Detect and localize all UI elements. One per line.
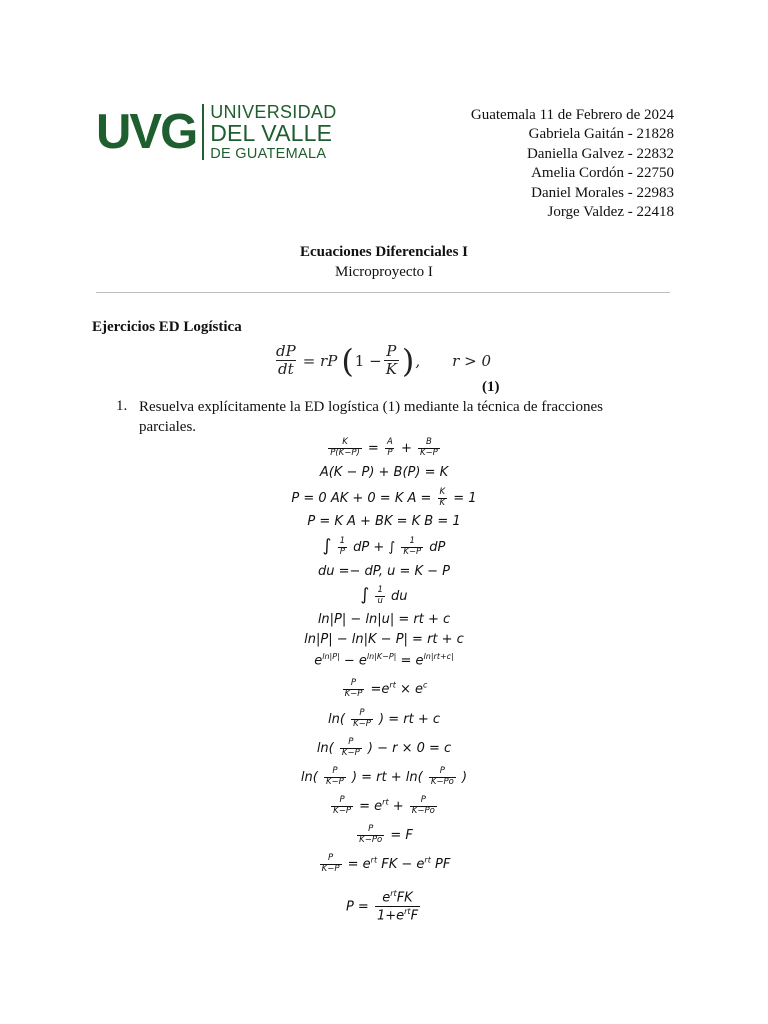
fraction-numerator: 1 — [339, 536, 346, 547]
title-divider — [96, 292, 670, 293]
step-text: PF — [435, 856, 451, 872]
exercise-number: 1. — [116, 398, 128, 414]
exponent: rt — [382, 797, 389, 807]
logistic-equation — [272, 341, 491, 380]
exponent: rt — [389, 680, 396, 690]
exponent: rt — [404, 907, 411, 917]
step-text: ) — [462, 769, 468, 785]
step-text: FK − e — [381, 856, 425, 872]
author-line: Jorge Valdez - 22418 — [547, 204, 674, 221]
fraction-numerator: P — [350, 678, 357, 688]
fraction-numerator: FK — [396, 890, 413, 906]
fraction-numerator: P — [386, 342, 397, 360]
step-final-solution — [0, 889, 768, 925]
fraction-denominator: K−P — [341, 747, 360, 758]
fraction-numerator: P — [339, 795, 345, 805]
step-define-f — [0, 825, 768, 846]
fraction-numerator: dP — [276, 342, 296, 360]
step-expand — [0, 854, 768, 875]
author-line: Gabriela Gaitán - 21828 — [528, 126, 674, 143]
left-paren: ( — [341, 341, 354, 380]
step-line: ln|P| − ln|u| = rt + c — [317, 612, 451, 627]
step-text: P = 0 AK + 0 = K A = — [291, 490, 432, 506]
fraction-numerator: P — [348, 737, 354, 747]
logo-line-3: DE GUATEMALA — [210, 146, 327, 162]
step-log-ratio — [0, 709, 768, 730]
step-text: − e — [343, 653, 367, 669]
fraction-numerator: A — [386, 437, 393, 447]
exponent: rt — [424, 855, 431, 865]
fraction-numerator: P — [439, 766, 445, 776]
step-text: e — [314, 653, 323, 669]
step-line: A(K − P) + B(P) = K — [319, 465, 449, 480]
step-integral-u — [0, 585, 768, 607]
step-partial-fractions — [0, 438, 768, 459]
logo-divider — [202, 104, 204, 160]
author-line: Amelia Cordón - 22750 — [531, 165, 674, 182]
ratio-fraction — [384, 344, 399, 377]
fraction-denominator: P — [339, 547, 345, 557]
step-text: ln( — [327, 711, 345, 727]
fraction-denominator: K — [385, 359, 397, 378]
fraction-denominator: K−Po — [359, 834, 383, 845]
fraction-denominator: P — [387, 447, 393, 458]
fraction-denominator: K−P — [403, 547, 422, 557]
step-line: du =− dP, u = K − P — [317, 564, 451, 579]
fraction-denominator: 1+e — [376, 908, 405, 924]
fraction-numerator: B — [425, 437, 432, 447]
step-exponentials — [0, 652, 768, 668]
fraction-numerator: e — [382, 890, 391, 906]
step-text: × e — [400, 681, 424, 697]
course-title: Ecuaciones Diferenciales I — [299, 244, 469, 260]
fraction-numerator: P — [420, 795, 426, 805]
fraction-denominator: K−Po — [411, 805, 435, 816]
fraction-numerator: K — [342, 437, 348, 447]
step-line: P = K A + BK = K B = 1 — [307, 514, 461, 529]
fraction-denominator: P(K−P) — [330, 447, 360, 458]
exponent: c — [423, 680, 428, 690]
step-text: = e — [347, 856, 371, 872]
equation-comma: , — [415, 351, 421, 370]
fraction-denominator: K−P — [321, 863, 340, 874]
fraction-denominator: u — [377, 596, 383, 606]
step-text: = — [367, 440, 379, 456]
fraction-denominator: F — [410, 908, 419, 924]
fraction-numerator: P — [328, 853, 334, 863]
step-text: = 1 — [453, 490, 477, 506]
step-exp-sum — [0, 796, 768, 817]
fraction-numerator: P — [332, 766, 338, 776]
step-text: dP — [429, 540, 446, 555]
exponent: ln|K−P| — [366, 652, 397, 661]
exercise-text: Resuelva explícitamente la ED logística (1) mediante la técnica de fracciones parciales. — [139, 399, 603, 435]
fraction-numerator: P — [359, 708, 365, 718]
equation-condition: r > 0 — [452, 351, 491, 370]
step-text: + — [400, 440, 412, 456]
step-solve-a — [0, 488, 768, 509]
header-info — [471, 106, 674, 222]
equation-middle: = rP — [302, 351, 338, 370]
fraction-numerator: 1 — [377, 585, 383, 596]
author-line: Daniel Morales - 22983 — [531, 184, 674, 201]
university-logo — [96, 103, 337, 162]
integral-sign: ∫ — [322, 536, 332, 556]
step-ratio-exp — [0, 679, 768, 700]
fraction-denominator: K−P — [333, 805, 351, 816]
step-text: = e — [400, 653, 424, 669]
step-text: ln( — [316, 740, 334, 756]
document-subtitle: Microproyecto I — [335, 264, 433, 280]
equation-tag: (1) — [482, 379, 500, 395]
equation-one-minus: 1 − — [354, 351, 382, 370]
step-text: P = — [345, 899, 369, 915]
document-date: Guatemala 11 de Febrero de 2024 — [470, 107, 674, 123]
fraction-denominator: K−P — [325, 776, 344, 787]
step-text: =e — [370, 681, 390, 697]
logo-line-1: UNIVERSIDAD — [210, 102, 337, 122]
fraction-denominator: K−P — [344, 688, 363, 699]
fraction-denominator: K−P — [419, 447, 438, 458]
step-initial-condition — [0, 738, 768, 759]
section-heading: Ejercicios ED Logística — [92, 319, 242, 335]
fraction-denominator: K — [439, 497, 446, 508]
author-line: Daniella Galvez - 22832 — [526, 145, 674, 162]
step-text: du — [391, 589, 408, 604]
document-title — [0, 242, 768, 282]
logo-line-2: DEL VALLE — [210, 120, 333, 146]
fraction-denominator: K−Po — [430, 776, 454, 787]
fraction-numerator: P — [368, 824, 374, 834]
step-text: = e — [359, 798, 383, 814]
fraction-denominator: dt — [278, 359, 294, 378]
exponent: ln|P| — [322, 652, 340, 661]
exponent: rt — [370, 855, 378, 865]
step-text: ) − r × 0 = c — [367, 740, 452, 756]
right-paren: ) — [401, 341, 415, 380]
exponent: rt — [390, 889, 397, 898]
exponent: ln|rt+c| — [423, 652, 454, 661]
integral-sign: ∫ — [360, 585, 370, 605]
derivative-fraction — [274, 344, 298, 377]
step-text: ln( — [300, 769, 318, 785]
step-log-solution — [0, 767, 768, 788]
step-integrals — [0, 536, 768, 558]
fraction-denominator: K−P — [353, 718, 371, 729]
fraction-numerator: 1 — [409, 536, 415, 547]
step-line: ln|P| − ln|K − P| = rt + c — [304, 632, 464, 647]
fraction-numerator: K — [439, 487, 446, 497]
step-text: + — [392, 798, 404, 814]
step-text: ) = rt + c — [379, 711, 441, 727]
step-text: ) = rt + ln( — [351, 769, 423, 785]
logo-mark: UVG — [96, 104, 197, 159]
step-text: dP + ∫ — [353, 540, 396, 555]
step-text: = F — [390, 827, 413, 843]
logo-wordmark — [210, 103, 336, 162]
